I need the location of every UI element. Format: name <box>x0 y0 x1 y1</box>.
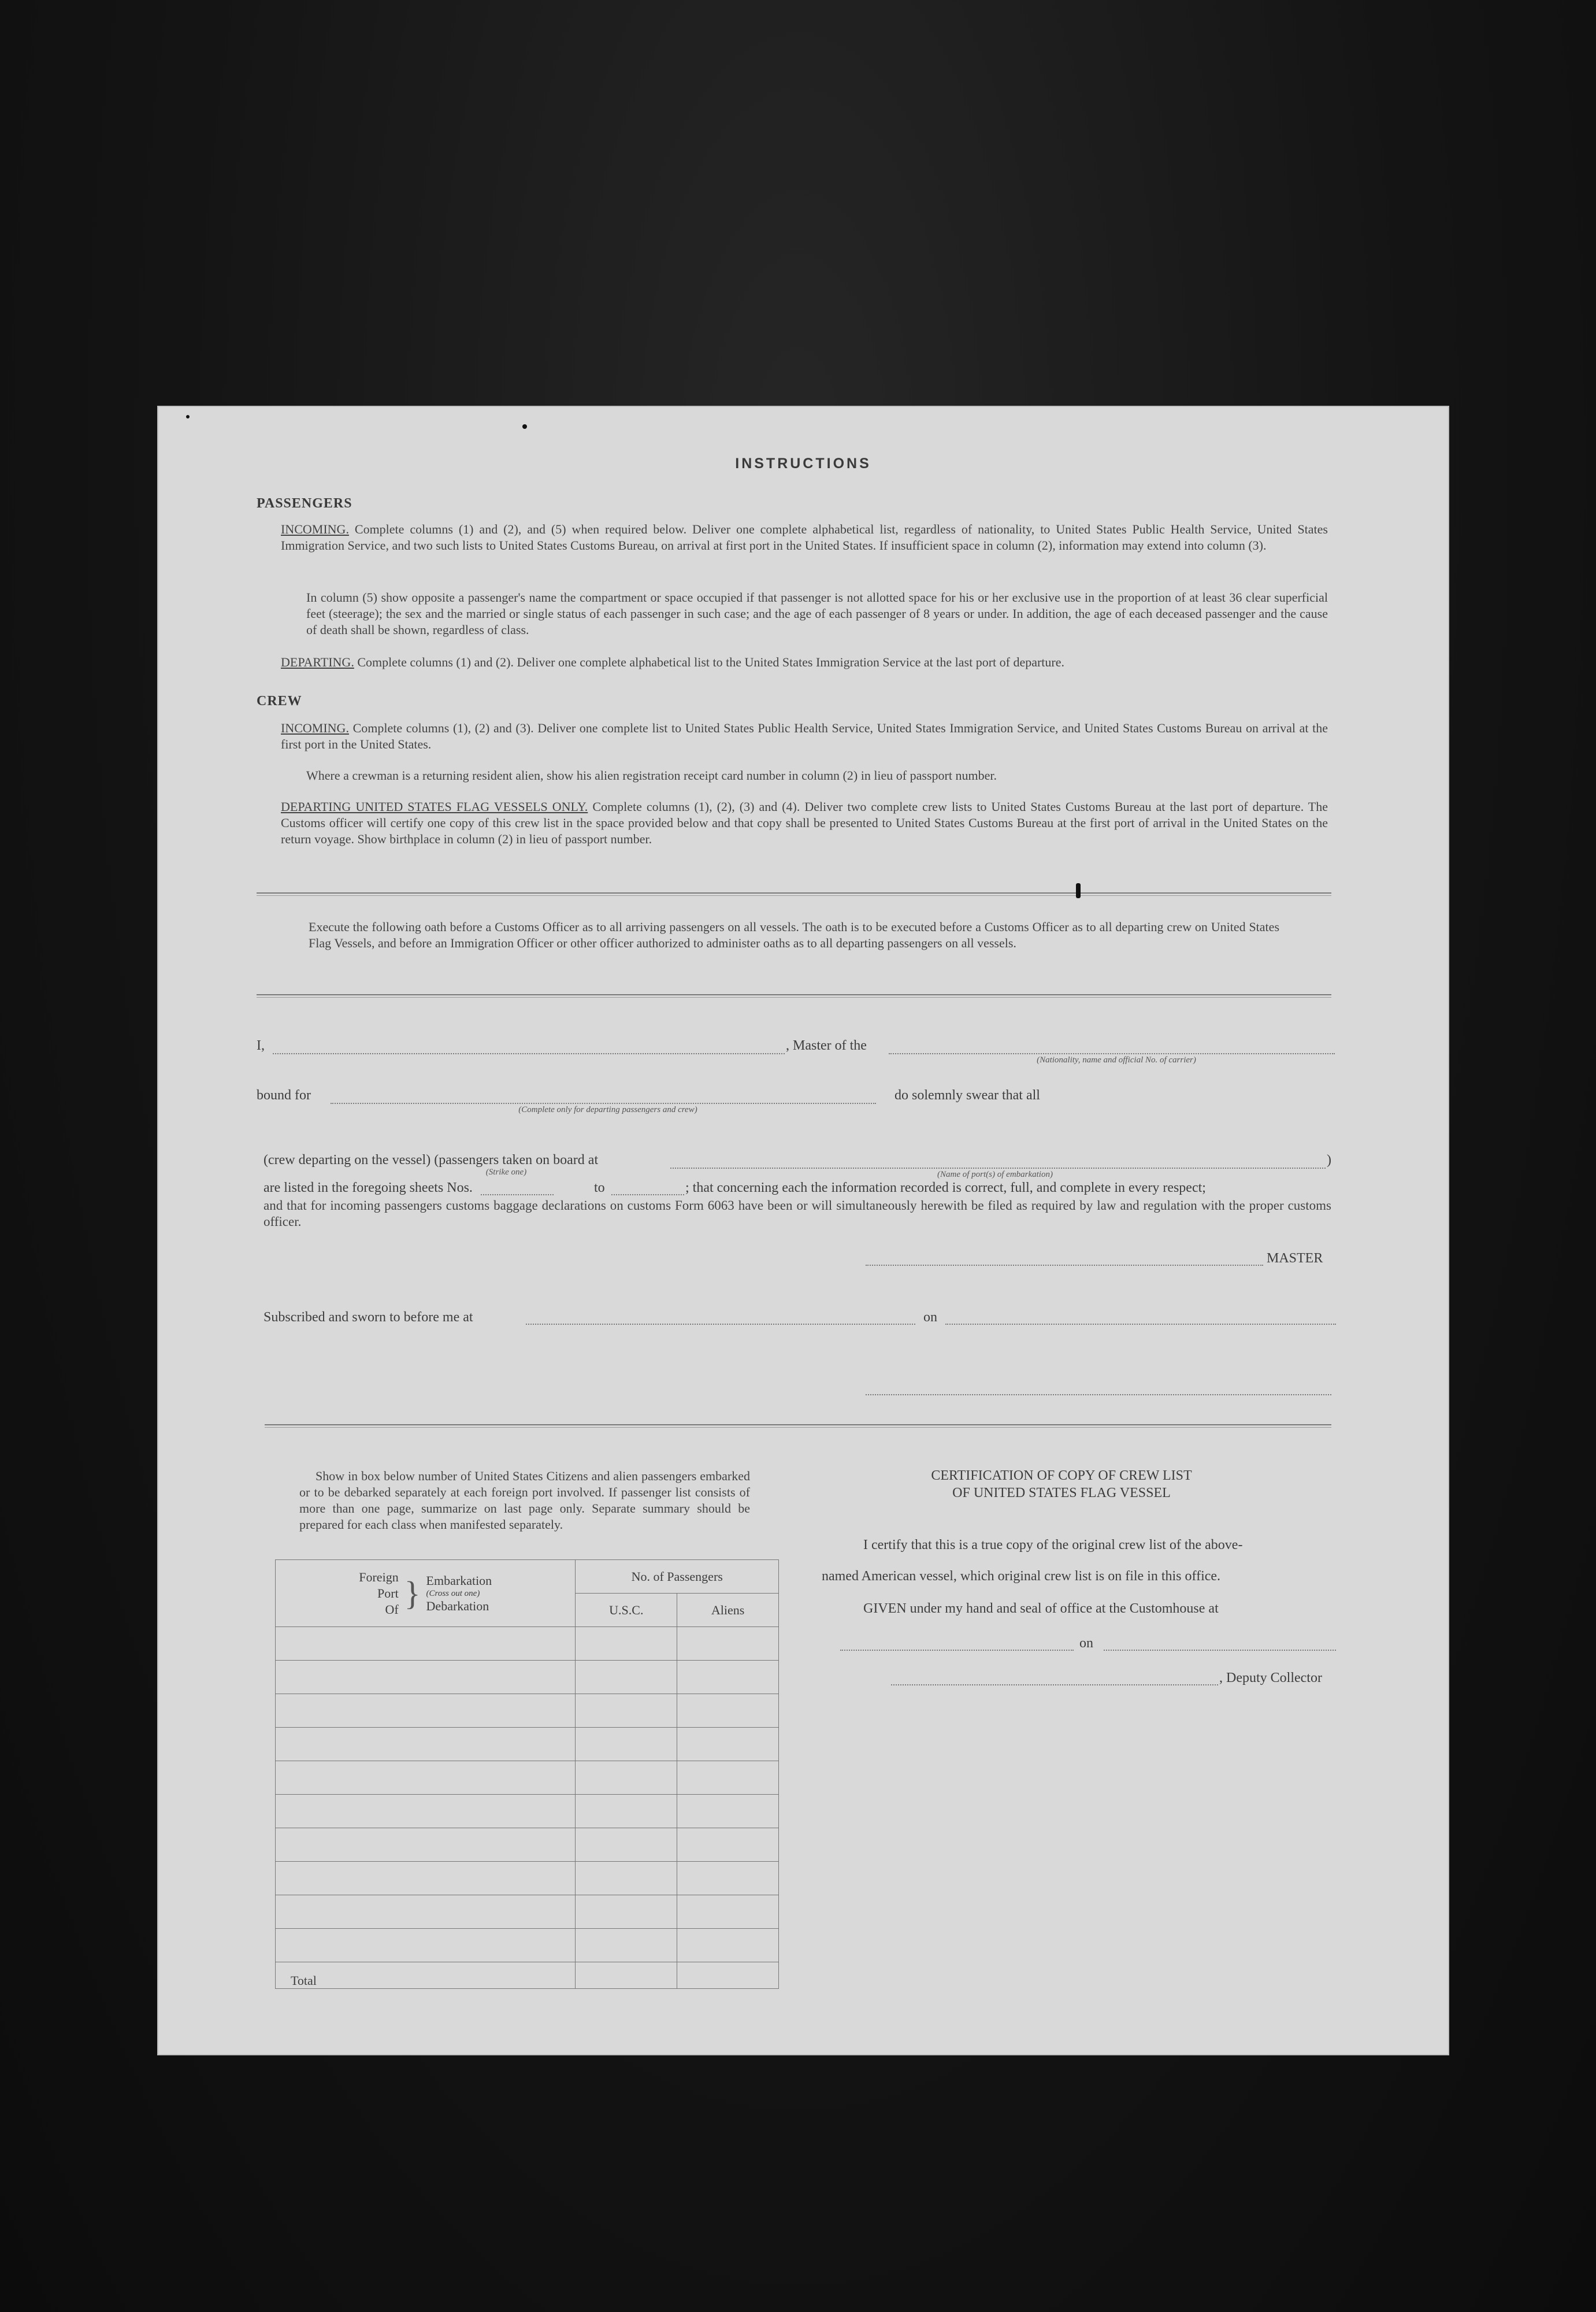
aliens-cell[interactable] <box>677 1895 779 1929</box>
aliens-cell[interactable] <box>677 1795 779 1828</box>
port-cell[interactable] <box>276 1929 576 1962</box>
aliens-cell[interactable] <box>677 1728 779 1761</box>
port-cell[interactable] <box>276 1694 576 1728</box>
aliens-cell[interactable] <box>677 1828 779 1862</box>
subscribed-place-field[interactable] <box>526 1324 915 1325</box>
table-row <box>276 1694 779 1728</box>
usc-cell[interactable] <box>576 1862 677 1895</box>
close-paren: ) <box>1327 1153 1331 1168</box>
usc-cell[interactable] <box>576 1627 677 1661</box>
baggage-declaration-text: and that for incoming passengers customs baggage declarations on customs Form 6063 have been or will simultaneously herewith be filed as required by law and regulation with the proper customs officer. <box>263 1198 1331 1229</box>
crew-incoming-paragraph <box>281 720 1328 753</box>
usc-cell[interactable] <box>576 1795 677 1828</box>
port-cell[interactable] <box>276 1728 576 1761</box>
passengers-incoming-text: Complete columns (1) and (2), and (5) when required below. Deliver one complete alphabetical list, regardless of nationality, to United States Public Health Service, United States Immigration Service, and two such lists to United States Customs Bureau, on arrival at first port in the United States. If insufficient space in column (2), information may extend into column (3). <box>281 522 1328 553</box>
master-of-label: , Master of the <box>786 1038 867 1053</box>
cross-out-note: (Cross out one) <box>426 1588 480 1598</box>
usc-cell[interactable] <box>576 1929 677 1962</box>
port-cell[interactable] <box>276 1795 576 1828</box>
table-row <box>276 1929 779 1962</box>
table-row <box>276 1862 779 1895</box>
passengers-incoming-paragraph <box>281 521 1328 554</box>
table-row <box>276 1828 779 1862</box>
brace-glyph: } <box>404 1574 421 1612</box>
usc-cell[interactable] <box>576 1828 677 1862</box>
deputy-signature-field[interactable] <box>891 1684 1218 1685</box>
oath-i-label: I, <box>257 1038 265 1053</box>
passengers-departing-text: Complete columns (1) and (2). Deliver one complete alphabetical list to the United States Immigration Service at the last port of departure. <box>357 655 1065 669</box>
section-divider-2 <box>257 994 1331 998</box>
total-label: Total <box>276 1962 576 1989</box>
embarkation-ports-field[interactable] <box>670 1168 1326 1169</box>
usc-header: U.S.C. <box>576 1594 677 1627</box>
port-cell[interactable] <box>276 1627 576 1661</box>
oath-instruction-paragraph: Execute the following oath before a Customs Officer as to all arriving passengers on all vessels. The oath is to be executed before a Customs Officer as to all departing crew on United States Flag Vessels, and before an Immigration Officer or other officer authorized to administer oaths as to all departing passengers on all vessels. <box>309 920 1279 950</box>
table-row <box>276 1761 779 1795</box>
crew-departing-paragraph <box>281 799 1328 847</box>
given-text: GIVEN under my hand and seal of office at the Customhouse at <box>863 1601 1219 1616</box>
summary-instruction: Show in box below number of United States Citizens and alien passengers embarked or to be debarked separately at each foreign port involved. If passenger list consists of more than one page, summarize on last page only. Separate summary should be prepared for each class when manifested separately. <box>299 1469 750 1532</box>
bound-for-note: (Complete only for departing passengers and crew) <box>518 1105 697 1114</box>
passengers-heading: PASSENGERS <box>257 496 352 511</box>
aliens-header: Aliens <box>677 1594 779 1627</box>
crew-departing-text: Complete columns (1), (2), (3) and (4). Deliver two complete crew lists to United States Customs Bureau at the last port of departure. The Customs officer will certify one copy of this crew list in the space provided below and that copy shall be presented to United States Customs Bureau at the first port of arrival in the United States on the return voyage. Show birthplace in column (2) in lieu of passport number. <box>281 799 1328 846</box>
aliens-cell[interactable] <box>677 1694 779 1728</box>
subscribed-on-label: on <box>923 1310 937 1325</box>
foreign-label: Foreign <box>359 1569 399 1584</box>
crew-passengers-label: (crew departing on the vessel) (passengers taken on board at <box>263 1153 599 1168</box>
port-header-cell <box>276 1560 576 1627</box>
embarkation-label: Embarkation <box>426 1573 492 1588</box>
scan-speck <box>1076 883 1081 898</box>
usc-cell[interactable] <box>576 1761 677 1795</box>
usc-cell[interactable] <box>576 1661 677 1694</box>
table-row <box>276 1895 779 1929</box>
carrier-field[interactable] <box>889 1053 1335 1054</box>
master-label: MASTER <box>1267 1251 1323 1266</box>
deputy-collector-label: , Deputy Collector <box>1219 1670 1322 1685</box>
crew-departing-lead: DEPARTING UNITED STATES FLAG VESSELS ONLY. <box>281 799 588 814</box>
debarkation-label: Debarkation <box>426 1598 489 1613</box>
customhouse-field[interactable] <box>840 1650 1074 1651</box>
subscribed-label: Subscribed and sworn to before me at <box>263 1310 473 1325</box>
sheets-label: are listed in the foregoing sheets Nos. <box>263 1180 473 1195</box>
certify-text-b: named American vessel, which original crew list is on file in this office. <box>822 1569 1221 1584</box>
form-sheet <box>157 406 1449 2055</box>
crew-resident-paragraph: Where a crewman is a returning resident alien, show his alien registration receipt card number in column (2) in lieu of passport number. <box>306 768 997 783</box>
of-label: Of <box>385 1602 399 1617</box>
table-row <box>276 1661 779 1694</box>
master-name-field[interactable] <box>273 1053 785 1054</box>
section-divider-3 <box>265 1424 1331 1428</box>
certification-title <box>822 1467 1301 1502</box>
aliens-cell[interactable] <box>677 1761 779 1795</box>
strike-note: (Strike one) <box>485 1168 527 1177</box>
aliens-total-cell[interactable] <box>677 1962 779 1989</box>
port-cell[interactable] <box>276 1661 576 1694</box>
cert-date-field[interactable] <box>1104 1650 1336 1651</box>
aliens-cell[interactable] <box>677 1862 779 1895</box>
port-cell[interactable] <box>276 1895 576 1929</box>
usc-cell[interactable] <box>576 1694 677 1728</box>
officer-signature-field[interactable] <box>866 1394 1331 1395</box>
port-label: Port <box>377 1585 399 1600</box>
usc-total-cell[interactable] <box>576 1962 677 1989</box>
usc-cell[interactable] <box>576 1728 677 1761</box>
port-cell[interactable] <box>276 1862 576 1895</box>
sheet-to-field[interactable] <box>611 1194 684 1195</box>
cert-on-label: on <box>1079 1636 1093 1651</box>
crew-incoming-lead: INCOMING. <box>281 721 349 735</box>
certify-text-a: I certify that this is a true copy of the original crew list of the above- <box>863 1537 1243 1553</box>
carrier-note: (Nationality, name and official No. of carrier) <box>1037 1055 1196 1065</box>
passenger-summary-table <box>275 1559 779 1989</box>
passengers-column5-paragraph: In column (5) show opposite a passenger's name the compartment or space occupied if that passenger is not allotted space for his or her exclusive use in the proportion of at least 36 clear superficial feet (steerage); the sex and the married or single status of each passenger in such case; and the age of each passenger of 8 years or under. In addition, the age of each deceased passenger and the cause of death shall be shown, regardless of class. <box>306 590 1328 637</box>
passengers-departing-lead: DEPARTING. <box>281 655 354 669</box>
crew-heading: CREW <box>257 694 302 709</box>
sheet-from-field[interactable] <box>481 1194 554 1195</box>
scan-speck <box>186 415 190 418</box>
sheets-label-b: ; that concerning each the information recorded is correct, full, and complete in every respect; <box>685 1180 1206 1195</box>
section-divider-1 <box>257 892 1331 896</box>
sheet-to-label: to <box>594 1180 605 1195</box>
table-row <box>276 1627 779 1661</box>
page-title: INSTRUCTIONS <box>735 455 871 472</box>
aliens-cell[interactable] <box>677 1929 779 1962</box>
ports-note: (Name of port(s) of embarkation) <box>937 1170 1053 1179</box>
table-row <box>276 1795 779 1828</box>
aliens-cell[interactable] <box>677 1627 779 1661</box>
no-passengers-header: No. of Passengers <box>576 1560 779 1594</box>
table-row <box>276 1728 779 1761</box>
scan-speck <box>522 424 527 429</box>
usc-cell[interactable] <box>576 1895 677 1929</box>
port-cell[interactable] <box>276 1761 576 1795</box>
passengers-departing-paragraph <box>281 654 1328 670</box>
port-cell[interactable] <box>276 1828 576 1862</box>
subscribed-date-field[interactable] <box>945 1324 1336 1325</box>
bound-for-label: bound for <box>257 1088 311 1103</box>
crew-incoming-text: Complete columns (1), (2) and (3). Deliver one complete list to United States Public Health Service, United States Immigration Service, and United States Customs Bureau on arrival at the first port in the United States. <box>281 721 1328 751</box>
total-row <box>276 1962 779 1989</box>
certification-title-line2: OF UNITED STATES FLAG VESSEL <box>952 1485 1171 1500</box>
master-signature-field[interactable] <box>866 1265 1263 1266</box>
swear-label: do solemnly swear that all <box>894 1088 1040 1103</box>
certification-title-line1: CERTIFICATION OF COPY OF CREW LIST <box>931 1468 1192 1483</box>
aliens-cell[interactable] <box>677 1661 779 1694</box>
passengers-incoming-lead: INCOMING. <box>281 522 349 536</box>
bound-for-field[interactable] <box>331 1103 876 1104</box>
